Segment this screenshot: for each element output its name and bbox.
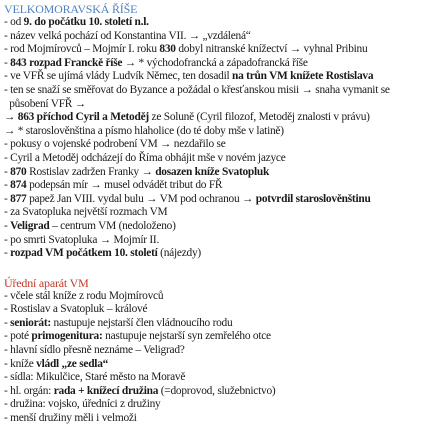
text-segment: -	[4, 179, 11, 192]
text-line	[4, 398, 432, 412]
bold-text: dosazen kníže Svatopluk	[155, 165, 270, 178]
bold-text: 863 příchod Cyril a Metoděj	[17, 111, 149, 124]
text-line	[4, 385, 432, 399]
text-segment: - družina: vojsko, úředníci z družiny	[4, 398, 161, 411]
text-segment: - rod Mojmírovců – Mojmír I. roku	[4, 43, 160, 56]
text-segment: → * východofrancká a západofrancká říše	[122, 56, 308, 69]
text-segment: - menší družiny měli i velmoži	[4, 412, 137, 425]
text-segment: -	[4, 192, 11, 205]
bold-text: 830	[159, 43, 176, 56]
text-segment: →	[4, 111, 18, 124]
bold-text: vládl „ze sedla“	[36, 357, 109, 370]
text-line	[4, 344, 432, 358]
text-segment: – centrum VM (nedoloženo)	[49, 219, 176, 232]
text-line	[4, 179, 432, 193]
text-line	[4, 138, 432, 152]
section-heading-uredni-aparat: Úřední aparát VM	[4, 275, 89, 290]
bold-text: rozpad VM počátkem 10. století	[10, 247, 158, 260]
text-line	[4, 152, 432, 166]
text-segment: - včele stál kníže z rodu Mojmírovců	[4, 289, 164, 302]
text-line	[4, 111, 432, 125]
bold-text: 877	[10, 192, 27, 205]
text-segment: - za Svatopluka největší rozmach VM	[4, 206, 168, 219]
text-line	[4, 193, 432, 207]
section-gap	[4, 261, 432, 276]
bold-text: 874	[10, 179, 27, 192]
text-line	[4, 206, 432, 220]
text-line	[4, 125, 432, 139]
text-segment: dobyl nitranské knížectví → vyhnal Pribinu	[175, 43, 368, 56]
section-body-uredni-aparat	[4, 290, 432, 426]
text-line	[4, 290, 432, 304]
text-segment: - pokusy o vojenské podrobení VM → nezdařilo se	[4, 138, 226, 151]
bold-text: potvrdil staroslověnštinu	[255, 192, 371, 205]
text-segment: - Cyril a Metoděj odcházejí do Říma obhájit mše v novém jazyce	[4, 151, 286, 164]
text-segment: podepsán mír → musel odvádět tribut do FŘ	[26, 179, 223, 192]
section-body-velkomoravska-rise	[4, 16, 432, 261]
text-segment: -	[4, 316, 11, 329]
section-heading-velkomoravska-rise: VELKOMORAVSKÁ ŘÍŠE	[4, 2, 138, 16]
text-segment: nastupuje nejstarší syn zemřelého otce	[102, 330, 271, 343]
text-line	[4, 330, 432, 344]
text-line	[4, 70, 432, 84]
text-line	[4, 30, 432, 44]
bold-text: 843 rozpad Franckě říše	[10, 56, 123, 69]
text-segment: -	[4, 56, 11, 69]
text-line	[4, 371, 432, 385]
text-line	[4, 303, 432, 317]
text-segment: Rostislav zadržen Franky →	[26, 165, 156, 178]
text-segment: → * staroslověnština a písmo hlaholice (do té doby mše v latině)	[4, 124, 284, 137]
text-segment: - hlavní sídlo přesně neznáme – Veligrad?	[4, 344, 185, 357]
text-line	[4, 166, 432, 180]
text-segment: - ve VFŘ se ujímá vlády Ludvík Němec, ten dosadil	[4, 70, 233, 83]
bold-text: rada + knížecí družina	[53, 384, 159, 397]
text-segment: - od	[4, 16, 24, 28]
text-line	[4, 247, 432, 261]
text-segment: působení VFŘ →	[4, 97, 86, 110]
bold-text: seniorát:	[10, 316, 51, 329]
bold-text: Veligrad	[10, 219, 50, 232]
text-segment: -	[4, 247, 11, 260]
bold-text: 9. do počátku 10. století n.l.	[23, 16, 149, 28]
text-segment: ze Soluně (Cyril filozof, Metoděj znalosti v právu)	[148, 111, 370, 124]
text-line	[4, 220, 432, 234]
text-segment: - poté	[4, 330, 32, 343]
bold-text: na trůn VM knížete Rostislava	[232, 70, 374, 83]
text-segment: - název velká pochází od Konstantina VII. → „vzdálená“	[4, 29, 251, 42]
text-segment: (nájezdy)	[157, 247, 201, 260]
text-line	[4, 98, 432, 112]
text-segment: -	[4, 165, 11, 178]
document-page	[4, 2, 432, 426]
text-segment: - po smrti Svatopluka → Mojmír II.	[4, 233, 160, 246]
bold-text: primogenitura:	[31, 330, 103, 343]
text-segment: - ten se snaží se směřovat do Byzance a požádal o křesťanskou misii → snaha vymanit se	[4, 83, 390, 96]
text-line	[4, 84, 432, 98]
text-line	[4, 43, 432, 57]
text-line	[4, 234, 432, 248]
text-segment: - hl. orgán:	[4, 384, 54, 397]
text-segment: - Rostislav a Svatopluk – králové	[4, 303, 148, 316]
text-line	[4, 358, 432, 372]
text-segment: - kníže	[4, 357, 37, 370]
text-segment: papež Jan VIII. vydal bulu → VM pod ochranou →	[26, 192, 256, 205]
text-segment: - sídla: Mikulčice, Staré město na Moravě	[4, 371, 186, 384]
text-segment: (=doprovod, služebnictvo)	[158, 384, 276, 397]
text-line	[4, 412, 432, 426]
bold-text: 870	[10, 165, 27, 178]
text-line	[4, 57, 432, 71]
text-line	[4, 16, 432, 30]
text-segment: -	[4, 219, 11, 232]
text-line	[4, 317, 432, 331]
text-segment: nastupuje nejstarší člen vládnoucího rodu	[50, 316, 233, 329]
